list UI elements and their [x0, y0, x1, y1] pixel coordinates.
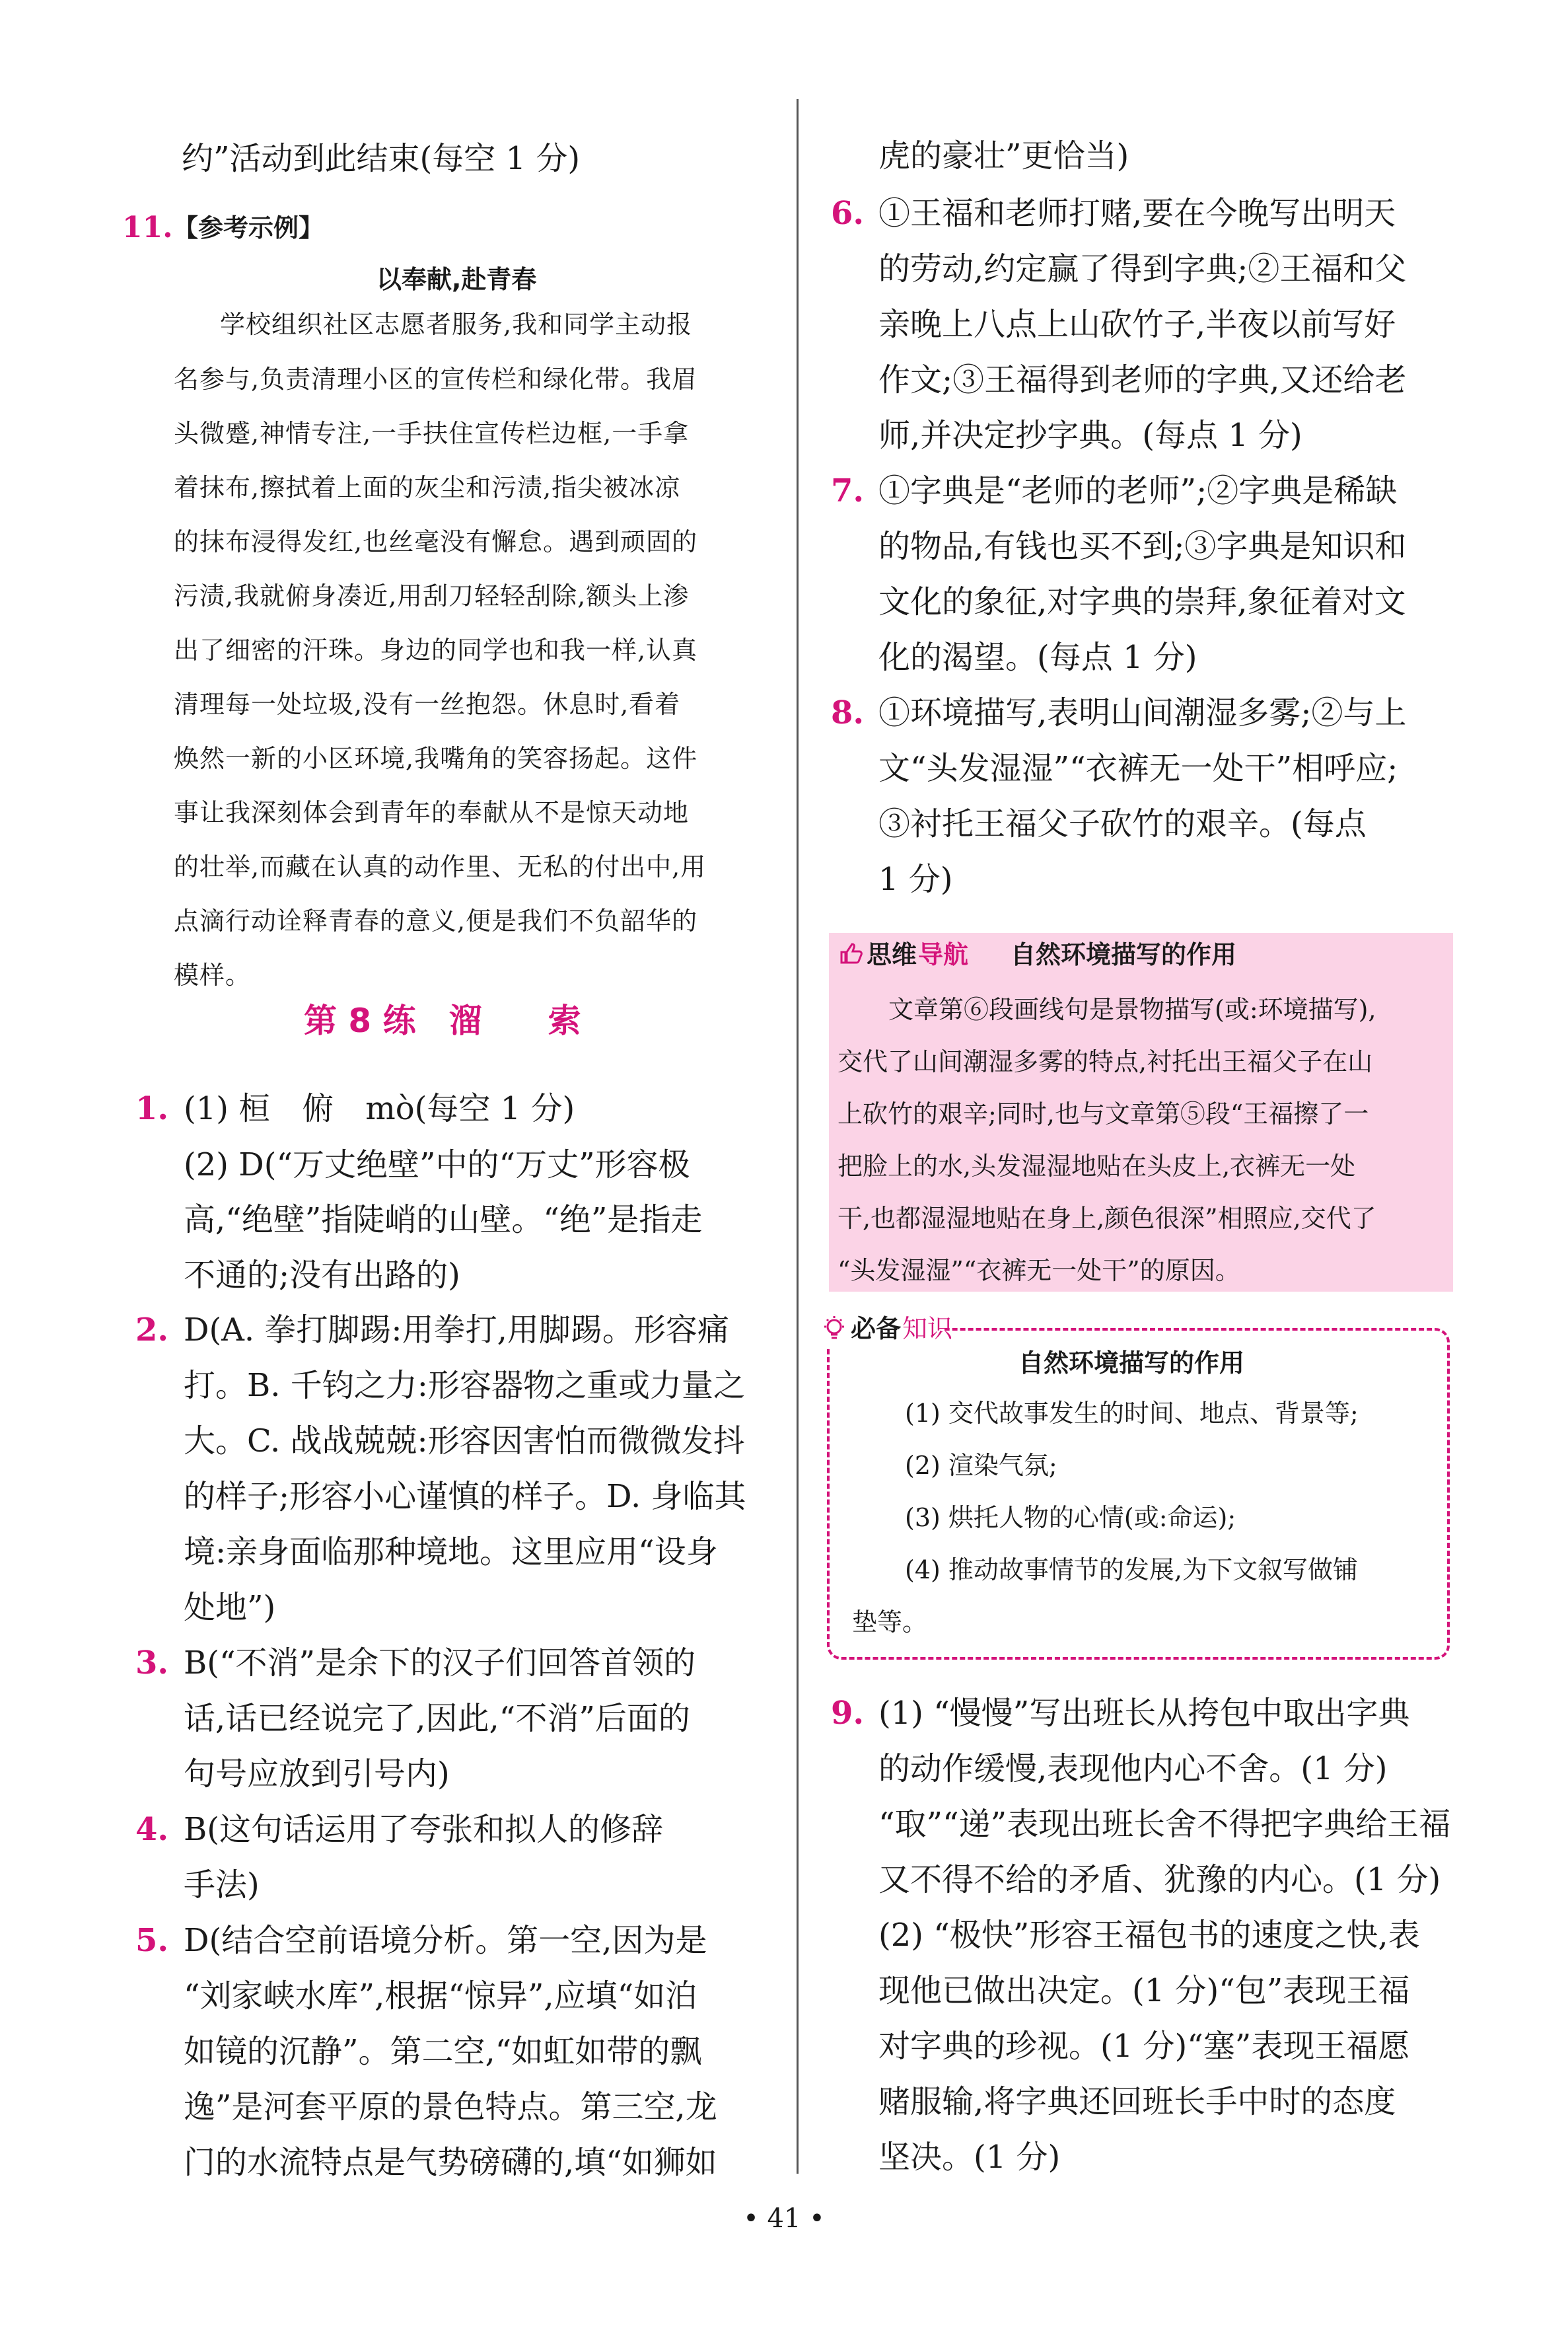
knowledge-line: (2) 渲染气氛;: [905, 1451, 1057, 1480]
essay-line: 模样。: [174, 961, 252, 990]
guide-label-b: 导航: [918, 940, 969, 969]
q9-line: 的动作缓慢,表现他内心不舍。(1 分): [878, 1750, 1388, 1787]
q5-line: “刘家峡水库”,根据“惊异”,应填“如泊: [184, 1977, 697, 2014]
q7-line: 化的渴望。(每点 1 分): [878, 639, 1197, 676]
q7-number: 7.: [831, 472, 865, 509]
knowledge-title: 自然环境描写的作用: [1018, 1348, 1245, 1378]
q8-line: ①环境描写,表明山间潮湿多雾;②与上: [878, 694, 1407, 731]
q2-line: 打。B. 千钧之力:形容器物之重或力量之: [184, 1367, 745, 1404]
q3-line: B(“不消”是余下的汉子们回答首领的: [184, 1644, 696, 1681]
guide-line: “头发湿湿”“衣裤无一处干”的原因。: [837, 1256, 1240, 1285]
essay-line: 名参与,负责清理小区的宣传栏和绿化带。我眉: [174, 365, 698, 394]
q6-line: 的劳动,约定赢了得到字典;②王福和父: [878, 250, 1407, 287]
q9-line: 又不得不给的矛盾、犹豫的内心。(1 分): [878, 1861, 1441, 1898]
q8-number: 8.: [831, 694, 865, 731]
q9-line: 现他已做出决定。(1 分)“包”表现王福: [878, 1972, 1410, 2009]
q6-line: ①王福和老师打赌,要在今晚写出明天: [878, 195, 1396, 232]
knowledge-line: (3) 烘托人物的心情(或:命运);: [905, 1503, 1236, 1532]
q6-line: 师,并决定抄字典。(每点 1 分): [878, 417, 1302, 454]
q6-line: 亲晚上八点上山砍竹子,半夜以前写好: [878, 306, 1396, 343]
q9-line: “取”“递”表现出班长舍不得把字典给王福: [878, 1806, 1451, 1843]
q2-number: 2.: [135, 1311, 169, 1348]
guide-line: 干,也都湿湿地贴在身上,颜色很深”相照应,交代了: [837, 1204, 1376, 1233]
q6-number: 6.: [831, 195, 865, 232]
essay-line: 焕然一新的小区环境,我嘴角的笑容扬起。这件: [174, 744, 698, 773]
continued-line: 虎的豪壮”更恰当): [878, 137, 1129, 174]
q3-line: 句号应放到引号内): [184, 1755, 450, 1792]
q1-line: (1) 桓 俯 mò(每空 1 分): [184, 1090, 575, 1127]
q2-line: 处地”): [184, 1589, 276, 1626]
knowledge-label-a: 必备: [851, 1314, 902, 1343]
essay-line: 事让我深刻体会到青年的奉献从不是惊天动地: [174, 798, 690, 827]
q1-line: (2) D(“万丈绝壁”中的“万丈”形容极: [184, 1146, 690, 1183]
q9-line: 对字典的珍视。(1 分)“塞”表现王福愿: [878, 2028, 1410, 2065]
q9-line: 赌服输,将字典还回班长手中时的态度: [878, 2083, 1396, 2120]
knowledge-line: (1) 交代故事发生的时间、地点、背景等;: [905, 1399, 1359, 1428]
guide-line: 把脸上的水,头发湿湿地贴在头皮上,衣裤无一处: [837, 1152, 1356, 1181]
q11-label: 【参考示例】: [173, 213, 324, 242]
thumbs-up-icon: [837, 940, 864, 967]
essay-line: 出了细密的汗珠。身边的同学也和我一样,认真: [174, 636, 698, 665]
lightbulb-icon: [821, 1315, 847, 1344]
continued-line: 约”活动到此结束(每空 1 分): [182, 140, 581, 177]
q7-line: 文化的象征,对字典的崇拜,象征着对文: [878, 583, 1406, 620]
essay-line: 点滴行动诠释青春的意义,便是我们不负韶华的: [174, 906, 698, 936]
page-number: • 41 •: [743, 2203, 825, 2234]
q9-number: 9.: [831, 1695, 865, 1732]
q1-number: 1.: [135, 1090, 169, 1127]
q9-line: (2) “极快”形容王福包书的速度之快,表: [878, 1917, 1420, 1954]
q7-line: ①字典是“老师的老师”;②字典是稀缺: [878, 472, 1398, 509]
q4-line: B(这句话运用了夸张和拟人的修辞: [184, 1811, 664, 1848]
q3-number: 3.: [135, 1644, 169, 1681]
essay-line: 清理每一处垃圾,没有一丝抱怨。休息时,看着: [174, 690, 681, 719]
q2-line: D(A. 拳打脚踢:用拳打,用脚踢。形容痛: [184, 1311, 729, 1348]
q4-line: 手法): [184, 1866, 260, 1903]
knowledge-label-b: 知识: [902, 1314, 953, 1343]
q2-line: 大。C. 战战兢兢:形容因害怕而微微发抖: [184, 1422, 745, 1459]
q11-number: 11.: [122, 211, 173, 244]
guide-line: 交代了山间潮湿多雾的特点,衬托出王福父子在山: [837, 1047, 1373, 1076]
q5-line: 门的水流特点是气势磅礴的,填“如狮如: [184, 2144, 717, 2181]
essay-line: 学校组织社区志愿者服务,我和同学主动报: [220, 310, 693, 339]
q4-number: 4.: [135, 1811, 169, 1848]
q5-line: 逸”是河套平原的景色特点。第三空,龙: [184, 2088, 717, 2125]
q1-line: 不通的;没有出路的): [184, 1257, 460, 1294]
q8-line: 文“头发湿湿”“衣裤无一处干”相呼应;: [878, 750, 1398, 787]
q5-line: 如镜的沉静”。第二空,“如虹如带的飘: [184, 2033, 702, 2070]
knowledge-line: 垫等。: [852, 1607, 928, 1637]
essay-line: 头微蹙,神情专注,一手扶住宣传栏边框,一手拿: [174, 419, 690, 448]
section-title: 第 8 练 溜 索: [304, 1002, 581, 1040]
q9-line: 坚决。(1 分): [878, 2139, 1061, 2176]
essay-line: 着抹布,擦拭着上面的灰尘和污渍,指尖被冰凉: [174, 473, 681, 502]
guide-title: 自然环境描写的作用: [1011, 940, 1237, 969]
q3-line: 话,话已经说完了,因此,“不消”后面的: [184, 1700, 690, 1737]
q6-line: 作文;③王福得到老师的字典,又还给老: [878, 361, 1407, 398]
knowledge-line: (4) 推动故事情节的发展,为下文叙写做铺: [905, 1555, 1358, 1584]
column-divider: [797, 99, 799, 2174]
q8-line: 1 分): [878, 861, 953, 898]
q2-line: 的样子;形容小心谨慎的样子。D. 身临其: [184, 1478, 746, 1515]
q5-number: 5.: [135, 1922, 169, 1959]
q9-line: (1) “慢慢”写出班长从挎包中取出字典: [878, 1695, 1410, 1732]
q1-line: 高,“绝壁”指陡峭的山壁。“绝”是指走: [184, 1201, 703, 1238]
guide-line: 上砍竹的艰辛;同时,也与文章第⑤段“王福擦了一: [837, 1099, 1369, 1128]
guide-label-a: 思维: [867, 940, 917, 969]
guide-line: 文章第⑥段画线句是景物描写(或:环境描写),: [888, 995, 1376, 1024]
q2-line: 境:亲身面临那种境地。这里应用“设身: [184, 1533, 718, 1570]
q8-line: ③衬托王福父子砍竹的艰辛。(每点: [878, 805, 1367, 842]
essay-line: 污渍,我就俯身凑近,用刮刀轻轻刮除,额头上渗: [174, 581, 690, 610]
q5-line: D(结合空前语境分析。第一空,因为是: [184, 1922, 707, 1959]
q7-line: 的物品,有钱也买不到;③字典是知识和: [878, 528, 1407, 565]
essay-title: 以奉献,赴青春: [376, 265, 537, 294]
essay-line: 的壮举,而藏在认真的动作里、无私的付出中,用: [174, 852, 707, 881]
essay-line: 的抹布浸得发红,也丝毫没有懈怠。遇到顽固的: [174, 527, 698, 556]
